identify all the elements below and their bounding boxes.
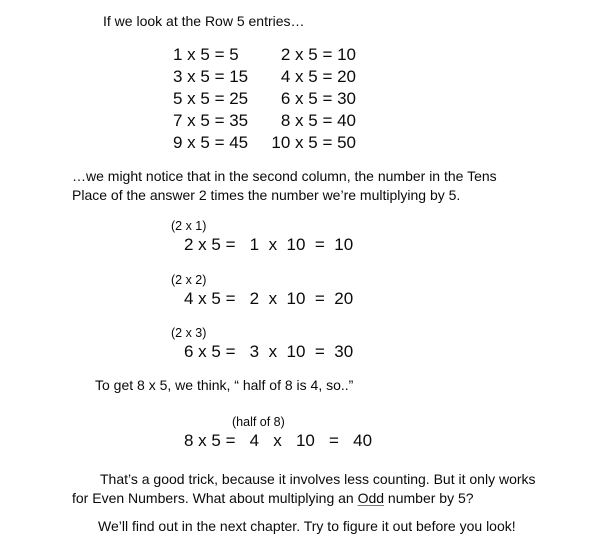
fact-cell: 4 x 5 = 20 bbox=[280, 67, 356, 86]
example-block-2x3 bbox=[171, 326, 353, 361]
half-trick-intro: To get 8 x 5, we think, “ half of 8 is 4, so..” bbox=[95, 377, 354, 393]
observation-paragraph bbox=[72, 167, 497, 204]
final-line: We’ll find out in the next chapter. Try to figure it out before you look! bbox=[98, 518, 516, 534]
example-label: (2 x 2) bbox=[171, 273, 207, 287]
odd-underlined-word: Odd bbox=[357, 489, 385, 506]
fact-cell: 6 x 5 = 30 bbox=[280, 89, 356, 108]
fact-cell: 10 x 5 = 50 bbox=[271, 133, 356, 152]
example-block-2x1 bbox=[171, 219, 353, 254]
fact-cell: 2 x 5 = 10 bbox=[280, 45, 356, 64]
example-equation: 2 x 5 = 1 x 10 = 10 bbox=[184, 235, 354, 254]
fact-cell: 9 x 5 = 45 bbox=[173, 133, 249, 152]
example-equation: 8 x 5 = 4 x 10 = 40 bbox=[184, 431, 373, 450]
intro-line: If we look at the Row 5 entries… bbox=[103, 13, 305, 29]
example-label: (half of 8) bbox=[232, 415, 285, 429]
fact-cell: 5 x 5 = 25 bbox=[173, 89, 249, 108]
example-label: (2 x 1) bbox=[171, 219, 207, 233]
observation-line-1: …we might notice that in the second column, the number in the Tens bbox=[72, 168, 497, 184]
closing-line-2-post: number by 5? bbox=[384, 489, 474, 506]
example-block-2x2 bbox=[171, 273, 353, 308]
fact-cell: 7 x 5 = 35 bbox=[173, 111, 249, 130]
example-equation: 6 x 5 = 3 x 10 = 30 bbox=[184, 342, 354, 361]
row5-facts-table bbox=[173, 44, 356, 154]
example-block-half-of-8 bbox=[184, 415, 372, 450]
example-label: (2 x 3) bbox=[171, 326, 207, 340]
closing-line-1: That’s a good trick, because it involves less counting. But it only works bbox=[100, 471, 536, 487]
fact-cell: 8 x 5 = 40 bbox=[280, 111, 356, 130]
example-equation: 4 x 5 = 2 x 10 = 20 bbox=[184, 289, 354, 308]
closing-line-2 bbox=[72, 489, 552, 508]
fact-cell: 1 x 5 = 5 bbox=[173, 45, 239, 64]
fact-cell: 3 x 5 = 15 bbox=[173, 67, 249, 86]
observation-line-2: Place of the answer 2 times the number we’re multiplying by 5. bbox=[72, 186, 461, 203]
closing-paragraph bbox=[72, 470, 552, 507]
closing-line-2-pre: for Even Numbers. What about multiplying an bbox=[72, 489, 358, 506]
